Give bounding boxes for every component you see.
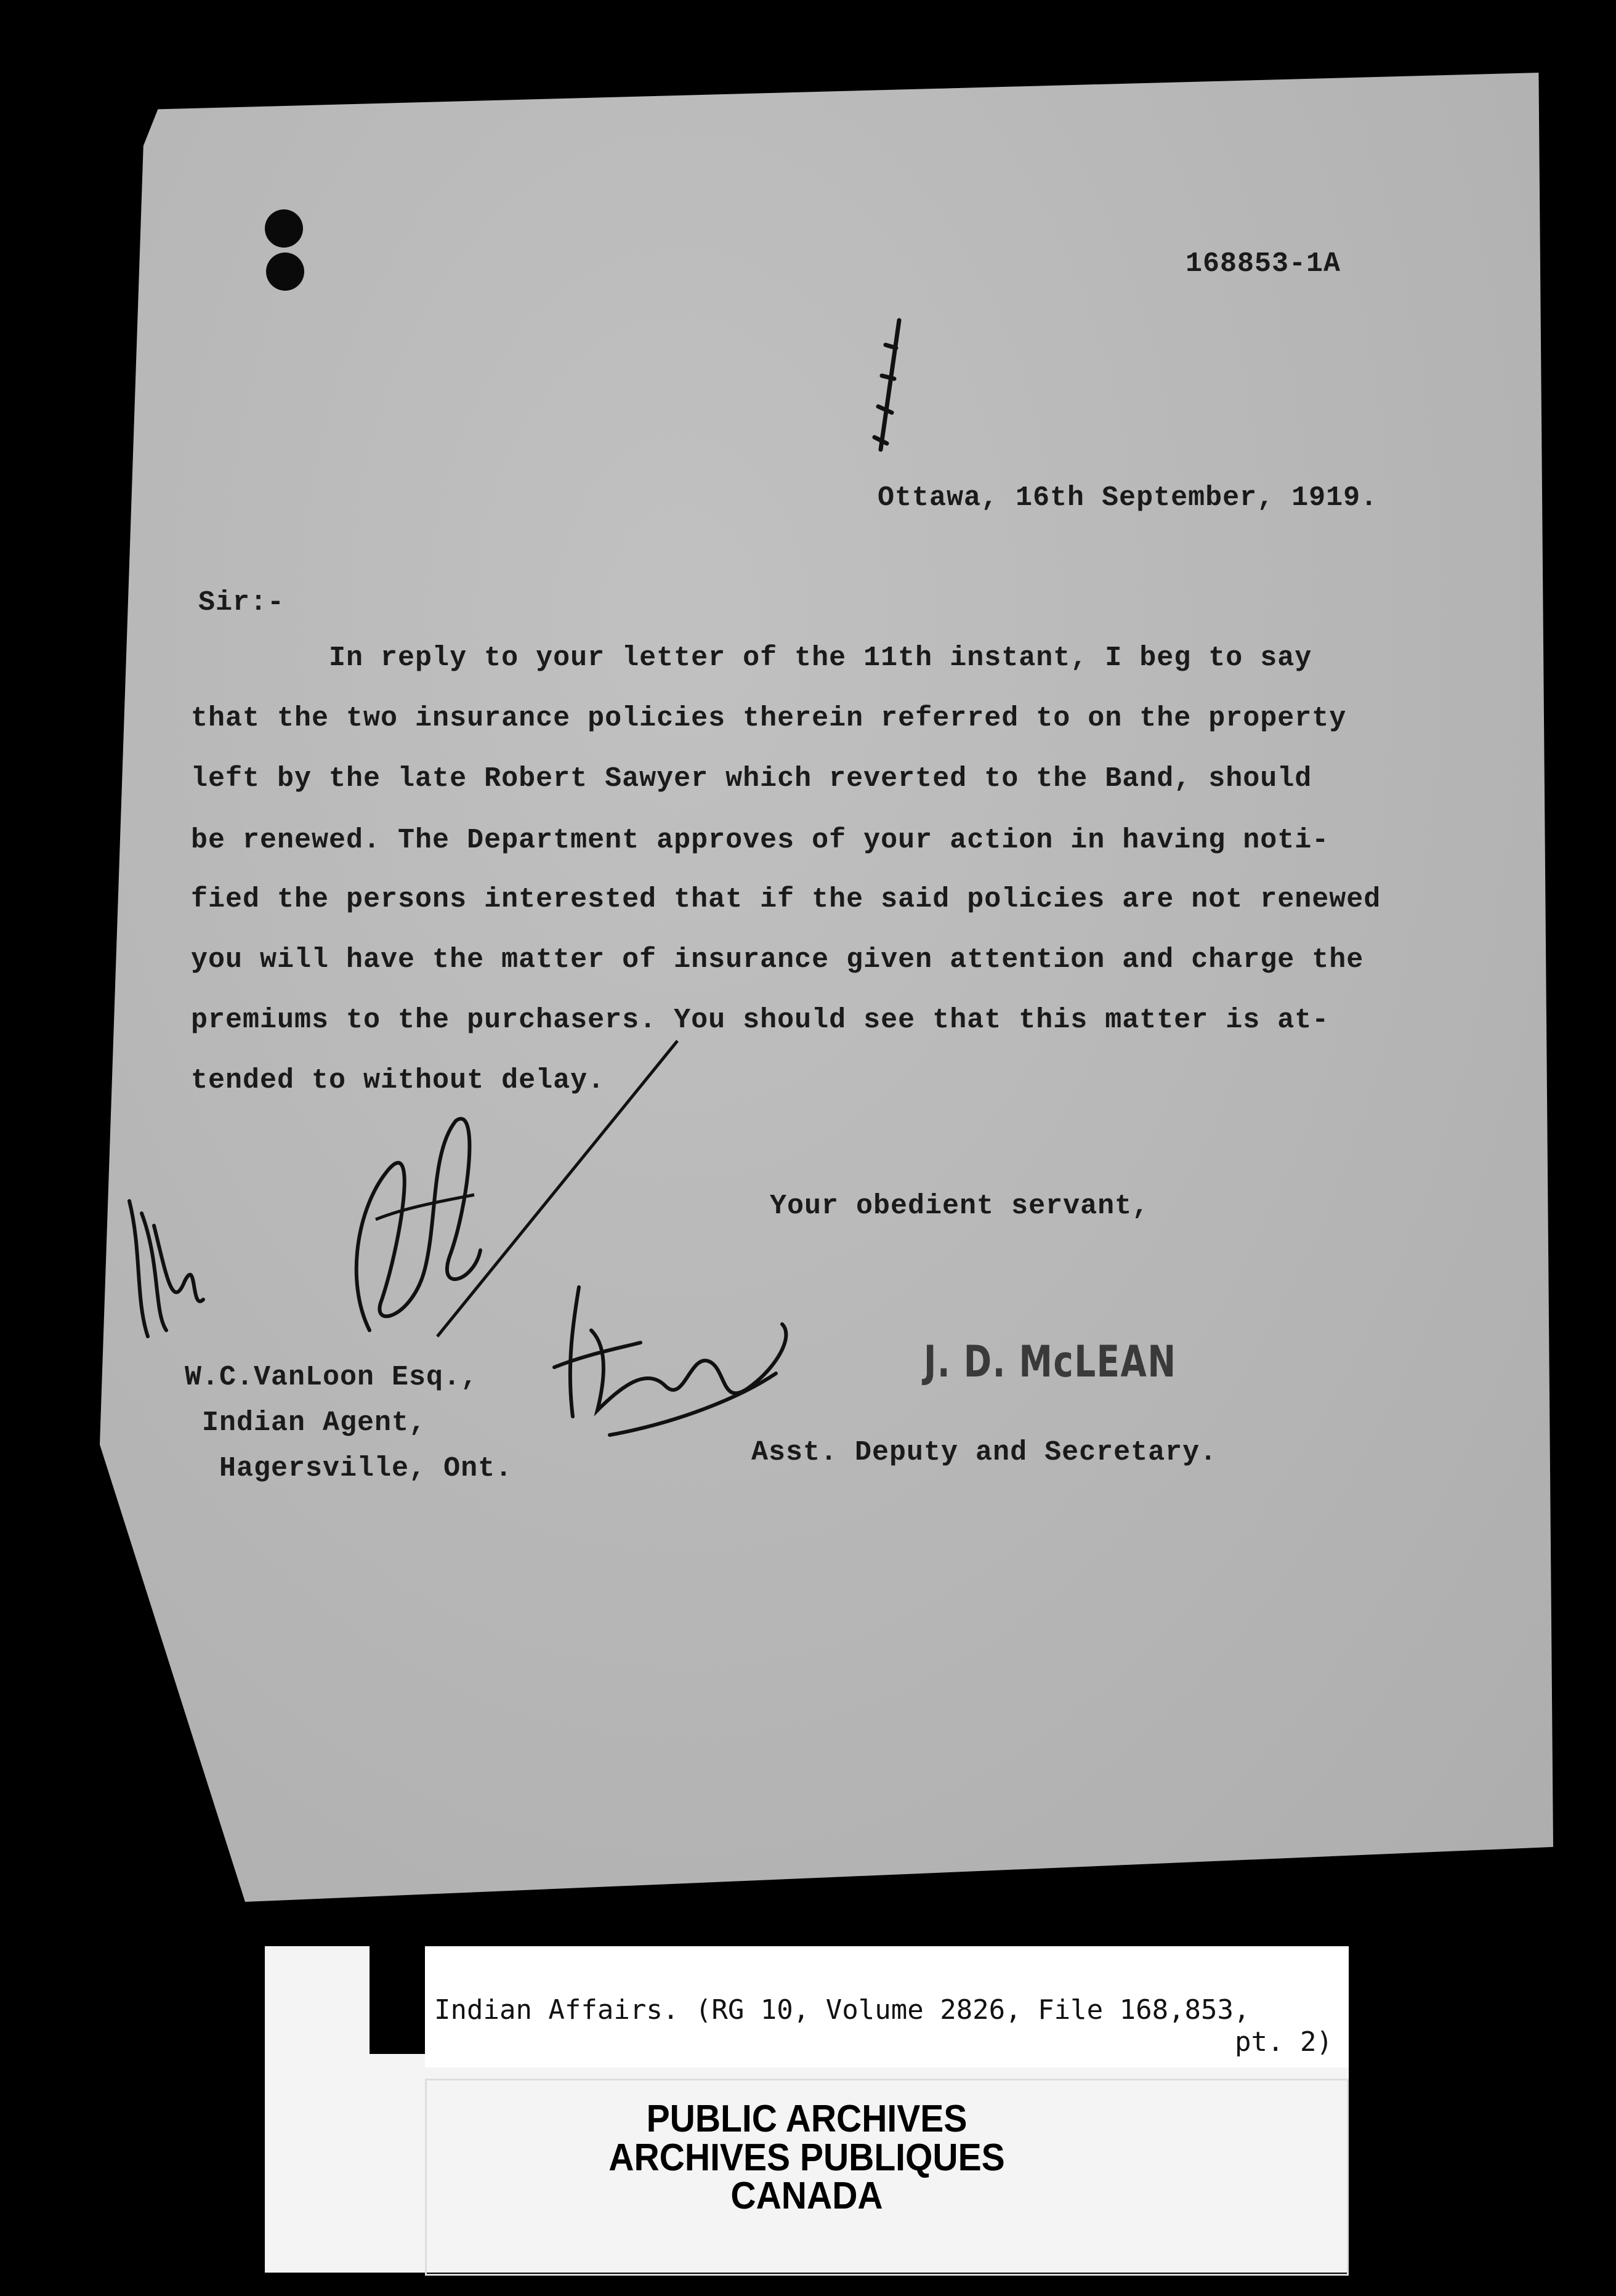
addressee-name: W.C.VanLoon Esq., — [185, 1362, 479, 1393]
handwritten-mark-top — [838, 308, 924, 456]
body-line: be renewed. The Department approves of your action in having noti- — [191, 825, 1330, 856]
archive-citation-line2: pt. 2) — [1235, 2026, 1333, 2058]
file-number: 168853-1A — [1186, 248, 1341, 280]
signature-title: Asst. Deputy and Secretary. — [751, 1437, 1218, 1468]
punch-hole — [266, 253, 304, 291]
punch-hole — [265, 209, 303, 248]
handwritten-initials-center — [333, 1096, 493, 1343]
body-line: you will have the matter of insurance given attention and charge the — [191, 944, 1364, 976]
addressee-block — [185, 1355, 512, 1492]
date-line: Ottawa, 16th September, 1919. — [878, 482, 1378, 514]
archives-title-fr: ARCHIVES PUBLIQUES — [608, 2136, 1005, 2179]
body-line: In reply to your letter of the 11th instant, I beg to say — [191, 642, 1312, 674]
body-line: tended to without delay. — [191, 1065, 605, 1096]
label-tab — [1349, 1943, 1373, 2054]
closing: Your obedient servant, — [770, 1190, 1150, 1222]
archives-country: CANADA — [730, 2175, 883, 2217]
body-line: fied the persons interested that if the said policies are not renewed — [191, 884, 1381, 915]
handwritten-initials-right — [542, 1263, 801, 1447]
addressee-position: Indian Agent, — [185, 1407, 427, 1439]
body-line: premiums to the purchasers. You should see that this matter is at- — [191, 1004, 1330, 1036]
addressee-location: Hagersville, Ont. — [185, 1453, 513, 1484]
body-line: left by the late Robert Sawyer which reverted to the Band, should — [191, 763, 1312, 794]
handwritten-initials-left — [117, 1189, 216, 1349]
archives-title-en: PUBLIC ARCHIVES — [646, 2098, 968, 2140]
salutation: Sir:- — [198, 587, 285, 618]
label-tab — [370, 1943, 425, 2054]
body-line: that the two insurance policies therein referred to on the property — [191, 703, 1347, 734]
archive-citation-line1: Indian Affairs. (RG 10, Volume 2826, File 168,853, — [434, 1994, 1250, 2026]
stamped-signature: J. D. McLEAN — [924, 1336, 1177, 1387]
